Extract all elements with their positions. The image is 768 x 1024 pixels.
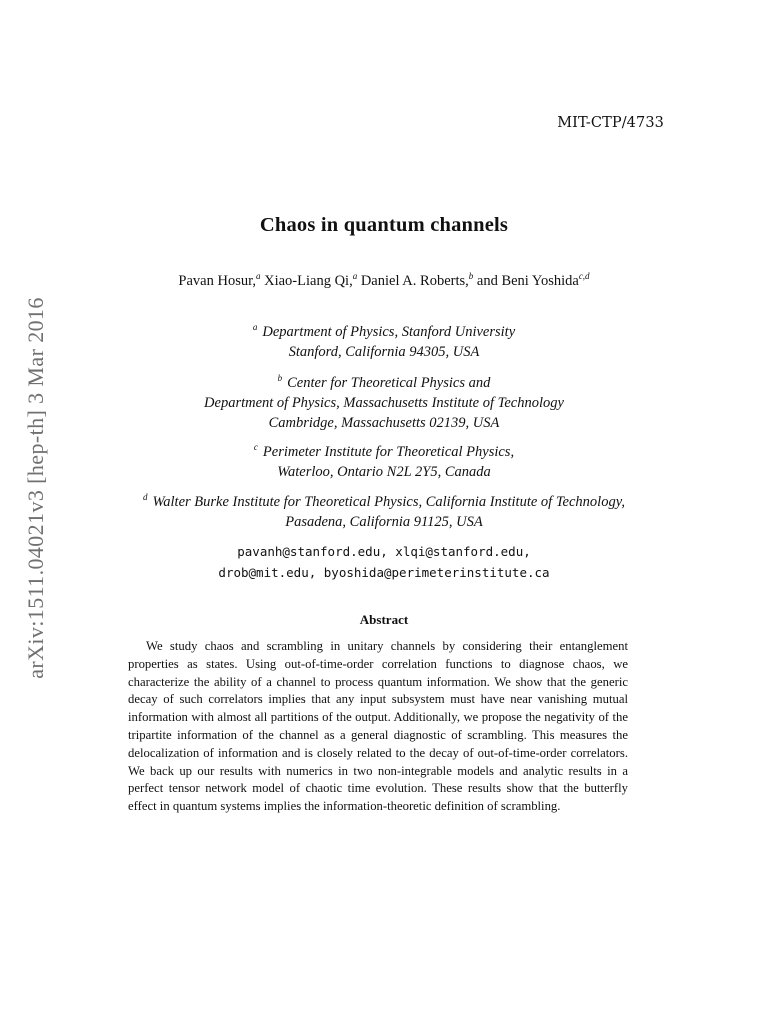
affiliation-marker: a [252,322,258,332]
affiliation-line: Center for Theoretical Physics and [287,375,491,391]
author-name: Pavan Hosur, [178,273,256,289]
author-affiliation-marker: b [468,271,474,281]
affiliation-line: Stanford, California 94305, USA [288,344,480,360]
author-affiliation-marker: c,d [578,271,590,281]
author-list [0,273,768,290]
arxiv-stamp: arXiv:1511.04021v3 [hep-th] 3 Mar 2016 [23,297,48,679]
paper-title: Chaos in quantum channels [259,214,509,236]
affiliation-line: Department of Physics, Stanford University [262,324,516,340]
affiliation-d [0,492,768,532]
affiliation-a [0,322,768,362]
affiliation-marker: c [253,442,258,452]
author-name: Daniel A. Roberts, [357,273,469,289]
author-name: and Beni Yoshida [473,273,579,289]
author-emails [0,541,768,583]
affiliation-line: Walter Burke Institute for Theoretical Physics, California Institute of Technology, [152,494,625,510]
author-name: Xiao-Liang Qi, [260,273,353,289]
email-line: pavanh@stanford.edu, xlqi@stanford.edu, [237,544,531,559]
affiliation-line: Pasadena, California 91125, USA [285,514,483,530]
affiliation-line: Cambridge, Massachusetts 02139, USA [268,415,500,431]
email-line: drob@mit.edu, byoshida@perimeterinstitute.ca [218,565,550,580]
author-affiliation-marker: a [255,271,261,281]
author-affiliation-marker: a [352,271,358,281]
affiliation-marker: d [143,492,148,502]
report-number: MIT-CTP/4733 [557,115,664,131]
affiliation-marker: b [277,373,283,383]
affiliation-line: Waterloo, Ontario N2L 2Y5, Canada [277,464,491,480]
affiliation-line: Department of Physics, Massachusetts Institute of Technology [204,395,564,411]
affiliation-line: Perimeter Institute for Theoretical Physics, [262,444,515,460]
abstract-heading: Abstract [359,612,409,627]
affiliation-c [0,442,768,482]
affiliation-b [0,373,768,433]
abstract-text: We study chaos and scrambling in unitary channels by considering their entanglement properties as states. Using out-of-time-order correlation functions to diagnose chaos, we characterize the ability of a channel to process quantum information. We show that the generic decay of such correlators implies that any input subsystem must have near vanishing mutual information with almost all partitions of the output. Additionally, we propose the negativity of the tripartite information of the channel as a general diagnostic of scrambling. This measures the delocalization of information and is closely related to the decay of out-of-time-order correlators. We back up our results with numerics in two non-integrable models and analytic results in a perfect tensor network model of chaotic time evolution. These results show that the butterfly effect in quantum systems implies the information-theoretic definition of scrambling. [128,639,628,814]
